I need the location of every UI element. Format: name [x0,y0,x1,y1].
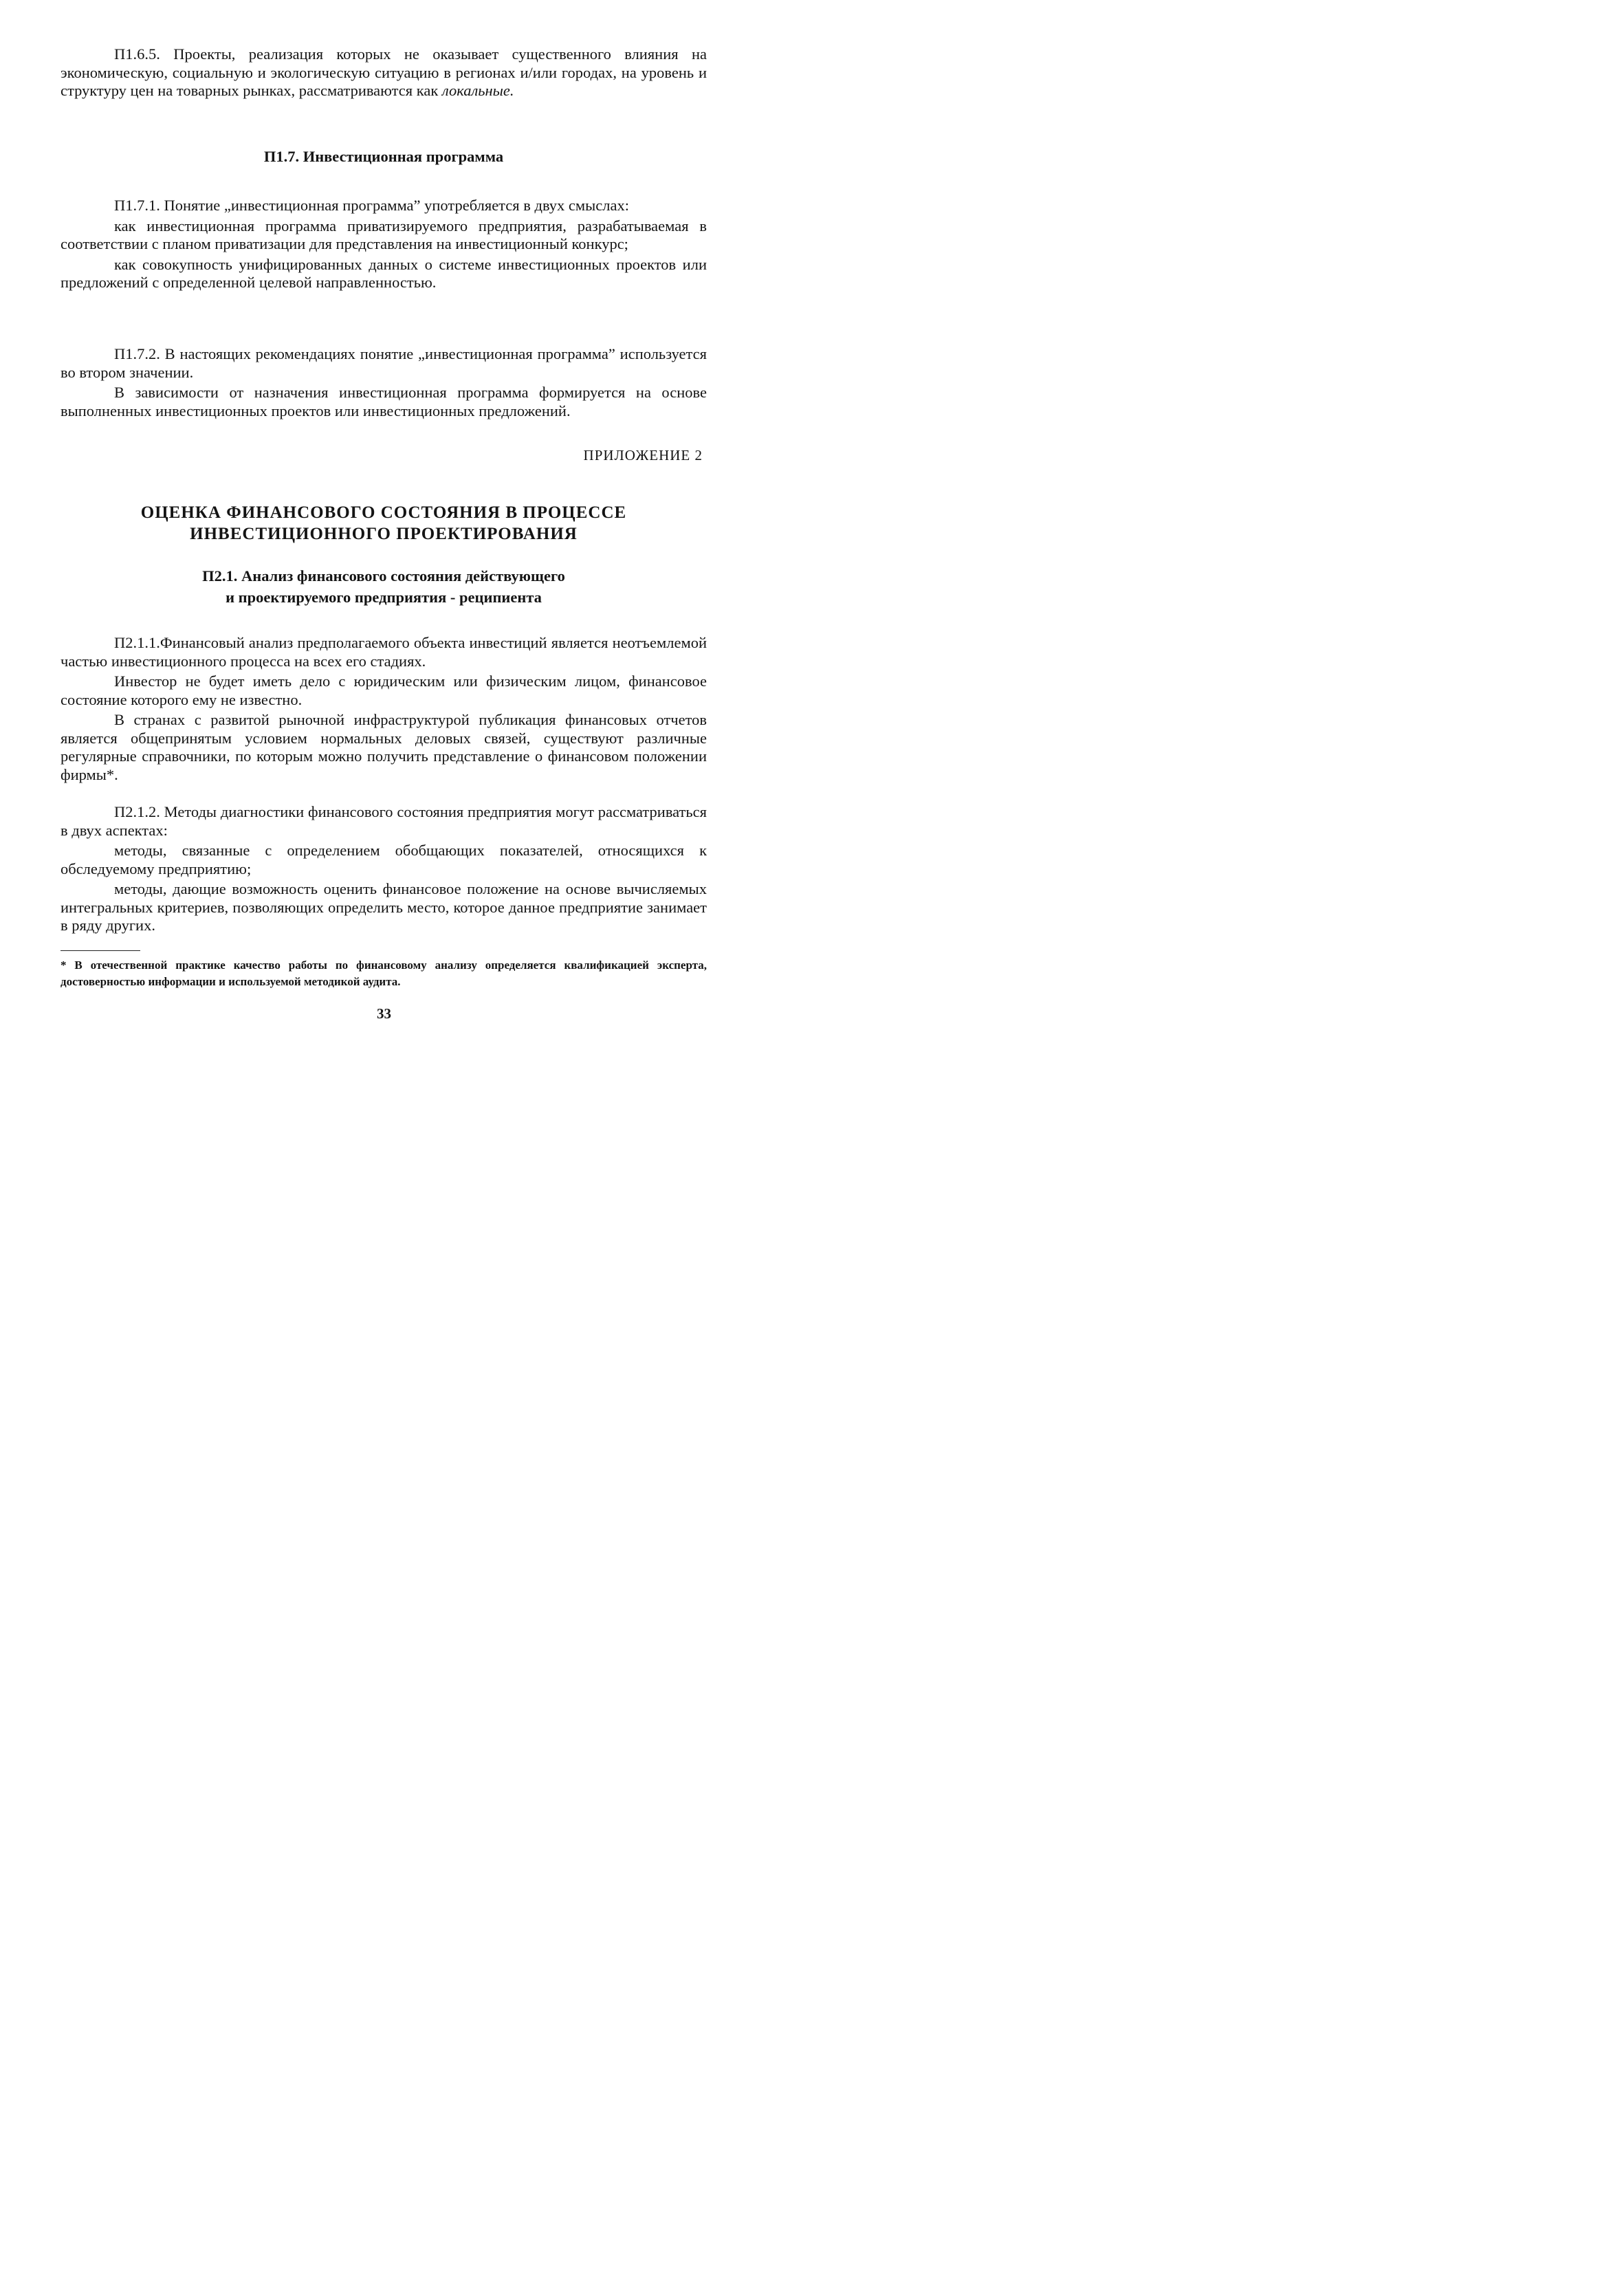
section-p1-7-1 [61,197,707,292]
paragraph-market-countries: В странах с развитой рыночной инфраструктурой публикация финансовых отчетов является общепринятым условием нормальных деловых связей, существуют различные регулярные справочники, по которым можно получить представление о финансовом положении фирмы*. [61,711,707,783]
footnote: * В отечественной практике качество работы по финансовому анализу определяется квалификацией эксперта, достоверностью информации и используемой методикой аудита. [61,959,707,988]
paragraph-methods-2: методы, дающие возможность оценить финансовое положение на основе вычисляемых интегральных критериев, позволяющих определить место, которое данное предприятие занимает в ряду других. [61,880,707,934]
paragraph-p1-7-2-purpose: В зависимости от назначения инвестиционная программа формируется на основе выполненных инвестиционных проектов или инвестиционных предложений. [61,384,707,419]
appendix-title [61,502,707,545]
heading-p1-7: П1.7. Инвестиционная программа [263,148,504,165]
paragraph-p2-1-2: П2.1.2. Методы диагностики финансового состояния предприятия могут рассматриваться в двух аспектах: [61,803,707,839]
paragraph-p1-6-5-text: П1.6.5. Проекты, реализация которых не оказывает существенного влияния на экономическую, социальную и экологическую ситуацию в регионах и/или городах, на уровень и структуру цен на товарных рынках, рассматриваются как [61,45,707,99]
appendix-label: ПРИЛОЖЕНИЕ 2 [583,447,703,463]
page-number: 33 [377,1005,391,1022]
paragraph-meaning-2: как совокупность унифицированных данных о системе инвестиционных проектов или предложений с определенной целевой направленностью. [61,255,707,291]
section-p2-1-1 [61,634,707,784]
paragraph-p1-6-5 [61,45,707,100]
paragraph-p1-7-1-intro: П1.7.1. Понятие „инвестиционная программа” употребляется в двух смыслах: [114,197,629,214]
paragraph-methods-1: методы, связанные с определением обобщающих показателей, относящихся к обследуемому предприятию; [61,842,707,877]
paragraph-p2-1-1: П2.1.1.Финансовый анализ предполагаемого объекта инвестиций является неотъемлемой частью инвестиционного процесса на всех его стадиях. [61,634,707,670]
paragraph-meaning-1: как инвестиционная программа приватизируемого предприятия, разрабатываемая в соответствии с планом приватизации для представления на инвестиционный конкурс; [61,217,707,252]
paragraph-investor: Инвестор не будет иметь дело с юридическим или физическим лицом, финансовое состояние которого ему не известно. [61,673,707,708]
appendix-title-line-2: ИНВЕСТИЦИОННОГО ПРОЕКТИРОВАНИЯ [190,525,578,543]
heading-p2-1 [61,565,707,608]
heading-p2-1-line-2: и проектируемого предприятия - реципиента [226,589,542,606]
section-p2-1-2 [61,803,707,935]
paragraph-p1-7-2: П1.7.2. В настоящих рекомендациях понятие „инвестиционная программа” используется во втором значении. [61,345,707,381]
document-page [0,0,768,1072]
section-p1-6-5 [61,45,707,100]
section-p1-7-2 [61,345,707,420]
heading-p2-1-line-1: П2.1. Анализ финансового состояния действующего [202,567,565,584]
appendix-title-line-1: ОЦЕНКА ФИНАНСОВОГО СОСТОЯНИЯ В ПРОЦЕССЕ [140,503,627,522]
footnote-divider [61,950,140,951]
term-local: локальные. [441,82,514,99]
